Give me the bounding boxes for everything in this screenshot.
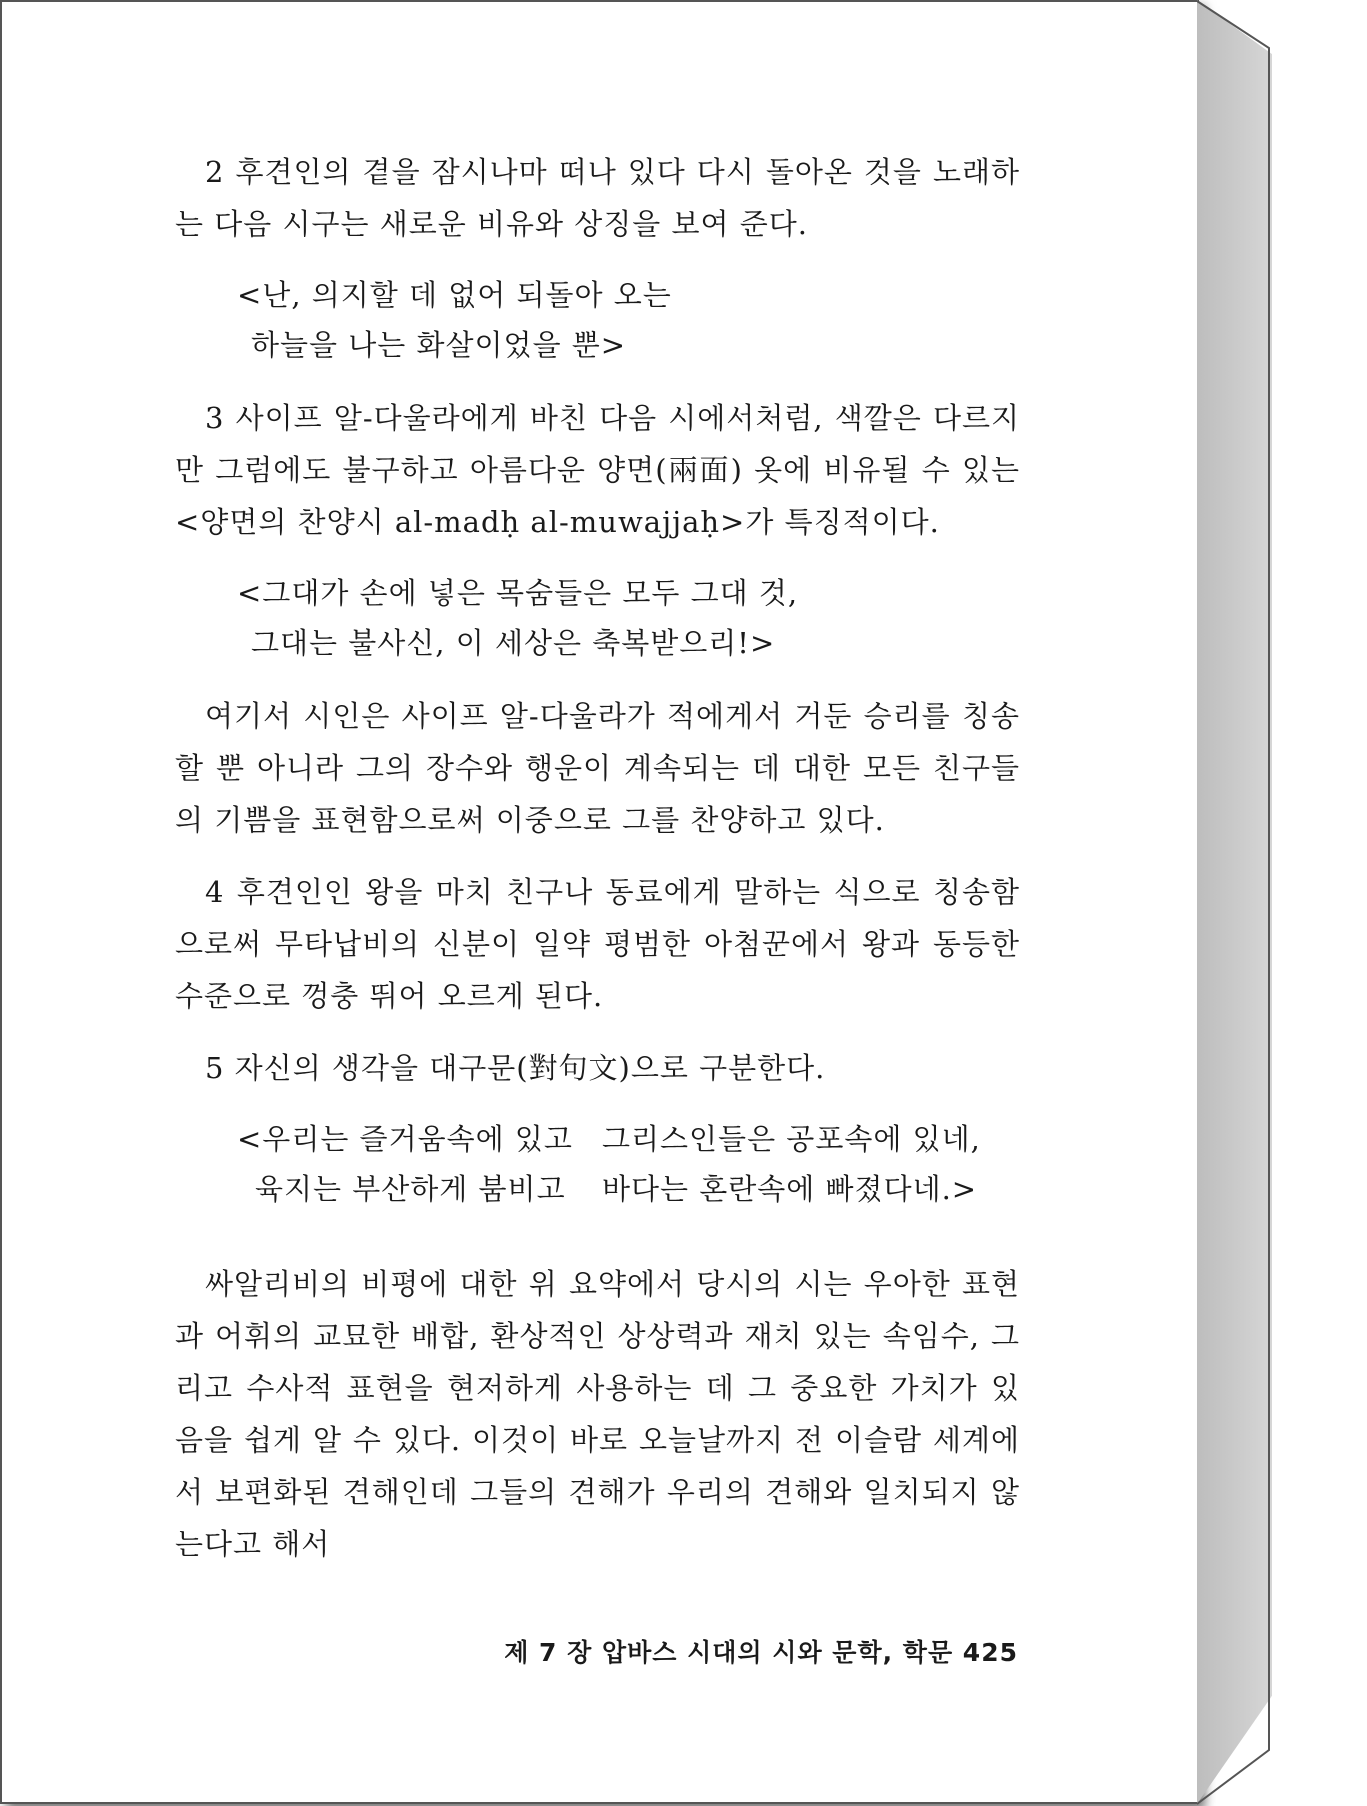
- quote-1-line-1: <난, 의지할 데 없어 되돌아 오는: [237, 278, 672, 312]
- paragraph-5: 5 자신의 생각을 대구문(對句文)으로 구분한다.: [205, 1051, 826, 1085]
- quote-2-line-2: 그대는 불사신, 이 세상은 축복받으리!>: [251, 626, 776, 660]
- paragraph-2: 3 사이프 알-다울라에게 바친 다음 시에서처럼, 색깔은 다르지만 그럼에도 불구하고 아름다운 양면(兩面) 옷에 비유될 수 있는 <양면의 찬양시 al-madḥ al-muwajjaḥ>가 특징적이다.: [175, 401, 1020, 539]
- quote-2: [175, 568, 1020, 668]
- quote-3-row-1: [237, 1114, 1020, 1164]
- quote-3-row-2-right: 바다는 혼란속에 빠졌다네.>: [602, 1172, 978, 1206]
- quote-3-row-2: [237, 1164, 1020, 1214]
- quote-2-line-1: <그대가 손에 넣은 목숨들은 모두 그대 것,: [237, 576, 799, 610]
- paragraph-3: 여기서 시인은 사이프 알-다울라가 적에게서 거둔 승리를 칭송할 뿐 아니라 그의 장수와 행운이 계속되는 데 대한 모든 친구들의 기쁨을 표현함으로써 이중으로 그를 찬양하고 있다.: [175, 699, 1020, 837]
- paragraph-4: 4 후견인인 왕을 마치 친구나 동료에게 말하는 식으로 칭송함으로써 무타납비의 신분이 일약 평범한 아첨꾼에서 왕과 동등한 수준으로 껑충 뛰어 오르게 된다.: [175, 875, 1020, 1013]
- quote-3-row-1-left: <우리는 즐거움속에 있고: [237, 1122, 573, 1156]
- quote-1: [175, 270, 1020, 370]
- quote-1-line-2: 하늘을 나는 화살이었을 뿐>: [251, 328, 627, 362]
- running-footer: 제 7 장 압바스 시대의 시와 문학, 학문 425: [504, 1638, 1018, 1667]
- quote-3-row-2-left: 육지는 부산하게 붐비고: [255, 1172, 566, 1206]
- page-edge-stack: [1197, 0, 1272, 1804]
- paragraph-1: 2 후견인의 곁을 잠시나마 떠나 있다 다시 돌아온 것을 노래하는 다음 시구는 새로운 비유와 상징을 보여 준다.: [175, 155, 1020, 241]
- page-body: [175, 146, 1020, 1570]
- quote-3-row-1-right: 그리스인들은 공포속에 있네,: [602, 1122, 981, 1156]
- quote-3: [175, 1114, 1020, 1214]
- paragraph-6: 싸알리비의 비평에 대한 위 요약에서 당시의 시는 우아한 표현과 어휘의 교묘한 배합, 환상적인 상상력과 재치 있는 속임수, 그리고 수사적 표현을 현저하게 사용하는 데 그 중요한 가치가 있음을 쉽게 알 수 있다. 이것이 바로 오늘날까지 전 이슬람 세계에서 보편화된 견해인데 그들의 견해가 우리의 견해와 일치되지 않는다고 해서: [175, 1267, 1020, 1561]
